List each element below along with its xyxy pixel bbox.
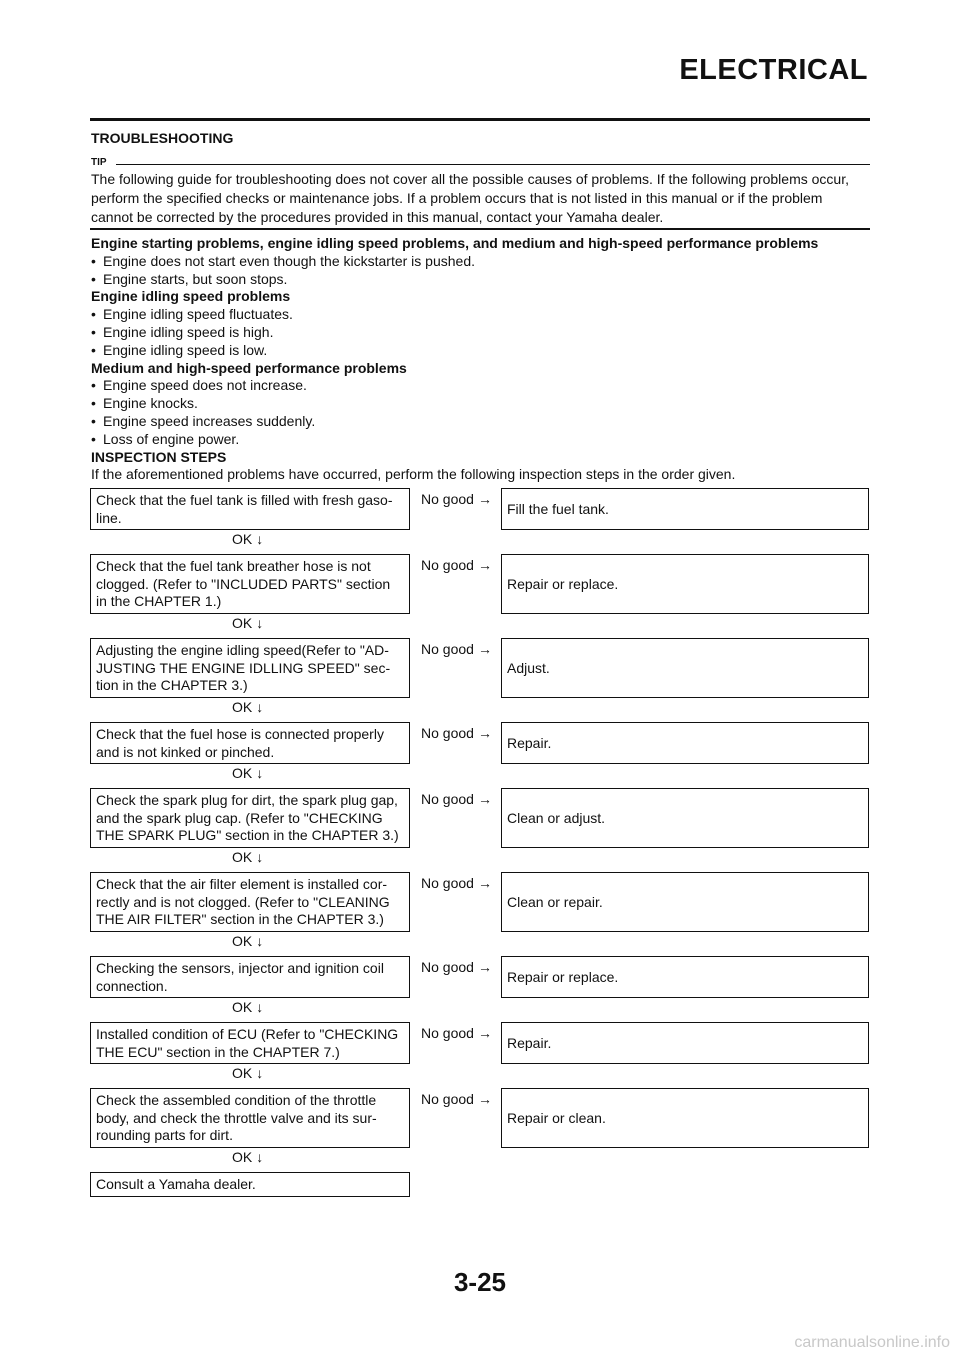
list-item: • Engine idling speed is high. bbox=[91, 324, 869, 342]
step-box bbox=[90, 872, 410, 932]
arrow-down-icon: ↓ bbox=[256, 765, 264, 781]
no-good-label bbox=[421, 1091, 492, 1107]
ok-text: OK bbox=[232, 531, 253, 547]
step-box bbox=[90, 554, 410, 614]
no-good-label bbox=[421, 875, 492, 891]
no-good-label bbox=[421, 491, 492, 507]
arrow-right-icon: → bbox=[477, 959, 492, 975]
step-line: rounding parts for dirt. bbox=[96, 1127, 233, 1143]
chapter-title: ELECTRICAL bbox=[679, 54, 868, 86]
ok-text: OK bbox=[232, 1065, 253, 1081]
tip-rule-bottom bbox=[90, 228, 870, 230]
ok-label bbox=[232, 933, 263, 949]
problem-heading: Engine idling speed problems bbox=[91, 288, 291, 305]
no-good-text: No good bbox=[421, 491, 474, 507]
no-good-text: No good bbox=[421, 875, 474, 891]
inspection-intro: If the aforementioned problems have occurred, perform the following inspection steps in the order given. bbox=[91, 466, 736, 483]
step-line: Check that the fuel tank breather hose is not bbox=[96, 558, 371, 574]
step-line: THE AIR FILTER" section in the CHAPTER 3.) bbox=[96, 911, 384, 927]
header-rule bbox=[90, 118, 870, 121]
list-item: • Engine does not start even though the kickstarter is pushed. bbox=[91, 253, 869, 271]
arrow-down-icon: ↓ bbox=[256, 615, 264, 631]
no-good-text: No good bbox=[421, 1025, 474, 1041]
arrow-right-icon: → bbox=[477, 1091, 492, 1107]
result-box: Repair or replace. bbox=[501, 554, 869, 614]
step-line: Check that the fuel tank is filled with fresh gaso- bbox=[96, 492, 393, 508]
result-box: Clean or adjust. bbox=[501, 788, 869, 848]
arrow-right-icon: → bbox=[477, 641, 492, 657]
tip-label: TIP bbox=[91, 157, 107, 168]
ok-label bbox=[232, 765, 263, 781]
step-line: body, and check the throttle valve and its sur- bbox=[96, 1109, 377, 1126]
no-good-text: No good bbox=[421, 557, 474, 573]
no-good-label bbox=[421, 557, 492, 573]
step-box bbox=[90, 1022, 410, 1064]
step-line: THE ECU" section in the CHAPTER 7.) bbox=[96, 1043, 340, 1060]
step-line: line. bbox=[96, 509, 122, 526]
arrow-right-icon: → bbox=[477, 725, 492, 741]
arrow-right-icon: → bbox=[477, 791, 492, 807]
no-good-text: No good bbox=[421, 959, 474, 975]
no-good-text: No good bbox=[421, 725, 474, 741]
list-item: • Engine speed does not increase. bbox=[91, 377, 869, 395]
step-line: tion in the CHAPTER 3.) bbox=[96, 677, 248, 693]
ok-text: OK bbox=[232, 699, 253, 715]
step-line: Check the assembled condition of the throttle bbox=[96, 1092, 377, 1108]
step-line: connection. bbox=[96, 977, 168, 994]
step-box bbox=[90, 638, 410, 698]
arrow-right-icon: → bbox=[477, 491, 492, 507]
step-line: Checking the sensors, injector and ignition coil bbox=[96, 960, 384, 976]
list-item: • Engine idling speed is low. bbox=[91, 342, 869, 360]
ok-label bbox=[232, 699, 263, 715]
ok-label bbox=[232, 849, 263, 865]
tip-line: cannot be corrected by the procedures provided in this manual, contact your Yamaha dealer. bbox=[91, 209, 664, 225]
step-line: and the spark plug cap. (Refer to "CHECKING bbox=[96, 809, 383, 826]
list-item: • Engine knocks. bbox=[91, 395, 869, 413]
ok-label bbox=[232, 999, 263, 1015]
step-line: THE SPARK PLUG" section in the CHAPTER 3.) bbox=[96, 827, 399, 843]
no-good-text: No good bbox=[421, 791, 474, 807]
no-good-label bbox=[421, 1025, 492, 1041]
step-line: Installed condition of ECU (Refer to "CHECKING bbox=[96, 1026, 399, 1042]
result-box: Fill the fuel tank. bbox=[501, 488, 869, 530]
step-box bbox=[90, 1088, 410, 1148]
tip-rule-top bbox=[116, 164, 870, 165]
ok-label bbox=[232, 1149, 263, 1165]
step-line: Adjusting the engine idling speed(Refer to "AD- bbox=[96, 642, 389, 658]
arrow-right-icon: → bbox=[477, 557, 492, 573]
step-line: clogged. (Refer to "INCLUDED PARTS" section bbox=[96, 575, 391, 592]
arrow-down-icon: ↓ bbox=[256, 999, 264, 1015]
ok-label bbox=[232, 615, 263, 631]
list-item: • Engine speed increases suddenly. bbox=[91, 413, 869, 431]
step-line: Check the spark plug for dirt, the spark plug gap, bbox=[96, 792, 398, 808]
ok-text: OK bbox=[232, 1149, 253, 1165]
arrow-right-icon: → bbox=[477, 875, 492, 891]
ok-text: OK bbox=[232, 849, 253, 865]
result-box: Clean or repair. bbox=[501, 872, 869, 932]
step-box bbox=[90, 788, 410, 848]
arrow-down-icon: ↓ bbox=[256, 1065, 264, 1081]
ok-text: OK bbox=[232, 765, 253, 781]
result-box: Adjust. bbox=[501, 638, 869, 698]
tip-line: perform the specified checks or maintenance jobs. If a problem occurs that is not listed in this manual or if the problem bbox=[91, 190, 823, 206]
ok-label bbox=[232, 1065, 263, 1081]
no-good-label bbox=[421, 725, 492, 741]
no-good-text: No good bbox=[421, 1091, 474, 1107]
arrow-down-icon: ↓ bbox=[256, 933, 264, 949]
problem-heading: Medium and high-speed performance problems bbox=[91, 359, 407, 376]
list-item: • Engine idling speed fluctuates. bbox=[91, 306, 869, 324]
inspection-heading: INSPECTION STEPS bbox=[91, 448, 227, 465]
ok-label bbox=[232, 531, 263, 547]
step-line: Check that the air filter element is installed cor- bbox=[96, 876, 388, 892]
ok-text: OK bbox=[232, 615, 253, 631]
step-line: and is not kinked or pinched. bbox=[96, 743, 275, 760]
no-good-label bbox=[421, 791, 492, 807]
ok-text: OK bbox=[232, 999, 253, 1015]
arrow-down-icon: ↓ bbox=[256, 849, 264, 865]
problem-list bbox=[91, 235, 869, 484]
problem-heading: Engine starting problems, engine idling speed problems, and medium and high-speed performance problems bbox=[91, 235, 819, 251]
result-box: Repair. bbox=[501, 722, 869, 764]
no-good-label bbox=[421, 641, 492, 657]
result-box: Repair or replace. bbox=[501, 956, 869, 998]
arrow-down-icon: ↓ bbox=[256, 699, 264, 715]
arrow-right-icon: → bbox=[477, 1025, 492, 1041]
watermark: carmanualsonline.info bbox=[794, 1334, 950, 1351]
no-good-label bbox=[421, 959, 492, 975]
ok-text: OK bbox=[232, 933, 253, 949]
step-line: in the CHAPTER 1.) bbox=[96, 593, 222, 609]
step-box bbox=[90, 488, 410, 530]
arrow-down-icon: ↓ bbox=[256, 1149, 264, 1165]
list-item: • Engine starts, but soon stops. bbox=[91, 271, 869, 289]
section-title: TROUBLESHOOTING bbox=[91, 130, 234, 146]
tip-line: The following guide for troubleshooting does not cover all the possible causes of problems. If the following problems occur, bbox=[91, 171, 849, 187]
final-step-box: Consult a Yamaha dealer. bbox=[90, 1172, 410, 1197]
result-box: Repair or clean. bbox=[501, 1088, 869, 1148]
step-box bbox=[90, 956, 410, 998]
step-line: JUSTING THE ENGINE IDLLING SPEED" sec- bbox=[96, 659, 391, 676]
list-item: • Loss of engine power. bbox=[91, 431, 869, 449]
step-line: Check that the fuel hose is connected properly bbox=[96, 726, 384, 742]
result-box: Repair. bbox=[501, 1022, 869, 1064]
page-number: 3-25 bbox=[453, 1267, 507, 1297]
step-box bbox=[90, 722, 410, 764]
tip-text bbox=[91, 170, 869, 227]
step-line: rectly and is not clogged. (Refer to "CLEANING bbox=[96, 893, 390, 910]
no-good-text: No good bbox=[421, 641, 474, 657]
arrow-down-icon: ↓ bbox=[256, 531, 264, 547]
